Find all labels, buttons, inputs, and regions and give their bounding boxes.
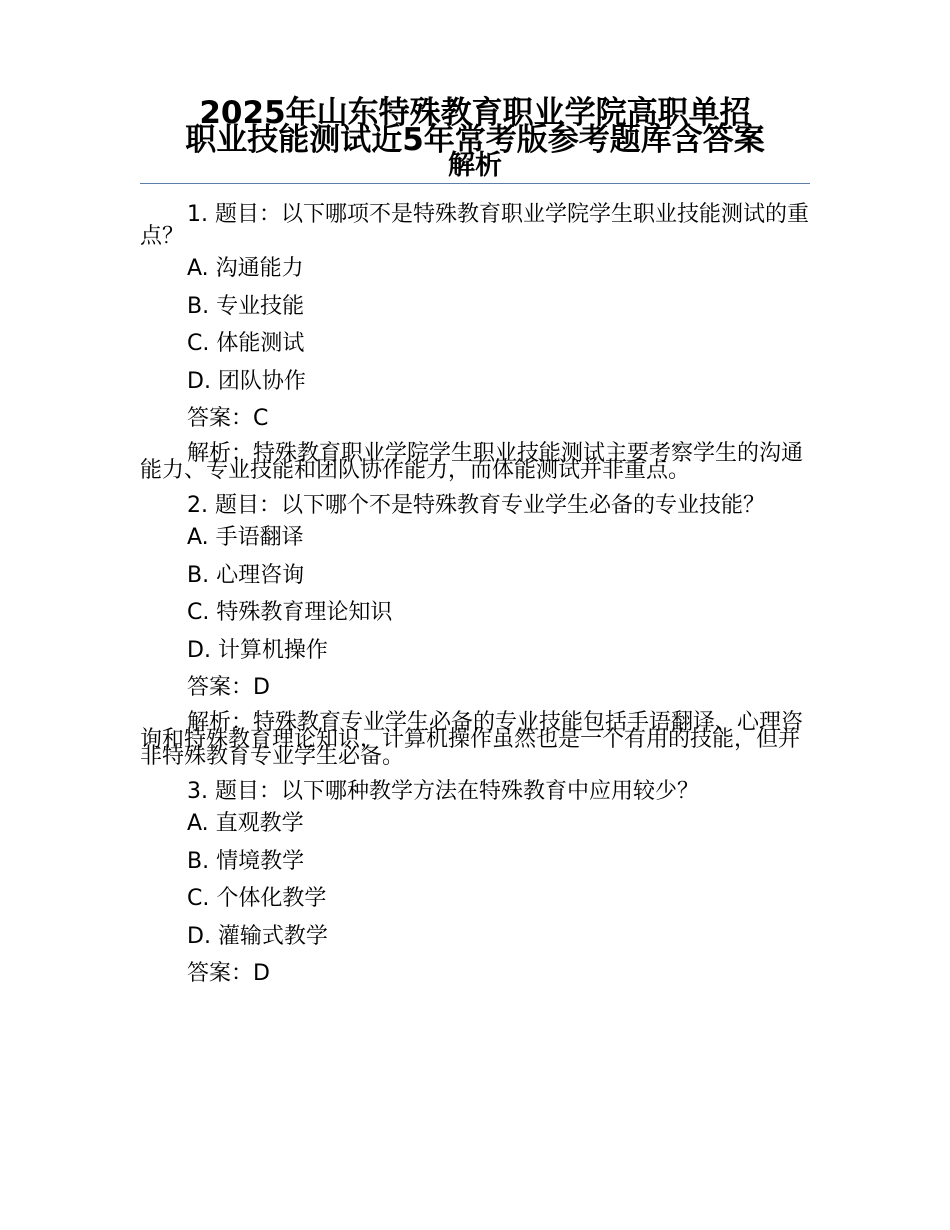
option-a: A. 沟通能力 — [187, 256, 304, 281]
question-prompt — [140, 495, 810, 517]
question-prompt — [140, 781, 810, 803]
option-d: D. 团队协作 — [187, 368, 306, 394]
question-prompt — [140, 204, 810, 248]
document-title — [140, 95, 810, 181]
option-c: C. 特殊教育理论知识 — [187, 600, 393, 625]
explanation: 解析：特殊教育职业学院学生职业技能测试主要考察学生的沟通能力、专业技能和团队协作能力，而体能测试并非重点。 — [140, 441, 804, 483]
question-list — [140, 204, 810, 1000]
answer: 答案：D — [187, 675, 270, 700]
option-b: B. 专业技能 — [187, 293, 305, 319]
question-item-3 — [140, 781, 810, 1000]
title-divider — [140, 183, 810, 184]
option-a: A. 直观教学 — [187, 811, 304, 836]
answer: 答案：D — [187, 961, 270, 986]
question-text: 题目：以下哪个不是特殊教育专业学生必备的专业技能？ — [215, 493, 766, 518]
title-line-3: 解析 — [448, 150, 502, 181]
explanation: 解析：特殊教育专业学生必备的专业技能包括手语翻译、心理咨询和特殊教育理论知识，计算机操作虽然也是一个有用的技能，但并非特殊教育专业学生必备。 — [140, 710, 804, 769]
question-number: 2. — [187, 493, 208, 518]
option-d: D. 计算机操作 — [187, 637, 328, 663]
option-b: B. 情境教学 — [187, 848, 305, 874]
option-a: A. 手语翻译 — [187, 525, 304, 550]
option-b: B. 心理咨询 — [187, 562, 305, 588]
title-line-2: 职业技能测试近5年常考版参考题库含答案 — [185, 122, 765, 158]
option-c: C. 个体化教学 — [187, 886, 327, 911]
question-text: 题目：以下哪种教学方法在特殊教育中应用较少？ — [215, 779, 700, 804]
question-item-1 — [140, 202, 810, 483]
title-line-1: 2025年山东特殊教育职业学院高职单招 — [199, 95, 751, 131]
question-number: 1. — [187, 202, 208, 227]
question-number: 3. — [187, 779, 208, 804]
question-item-2 — [140, 493, 810, 769]
question-text: 题目：以下哪项不是特殊教育职业学院学生职业技能测试的重点？ — [140, 202, 810, 249]
option-d: D. 灌输式教学 — [187, 923, 328, 949]
option-c: C. 体能测试 — [187, 331, 305, 356]
answer: 答案：C — [187, 406, 269, 431]
